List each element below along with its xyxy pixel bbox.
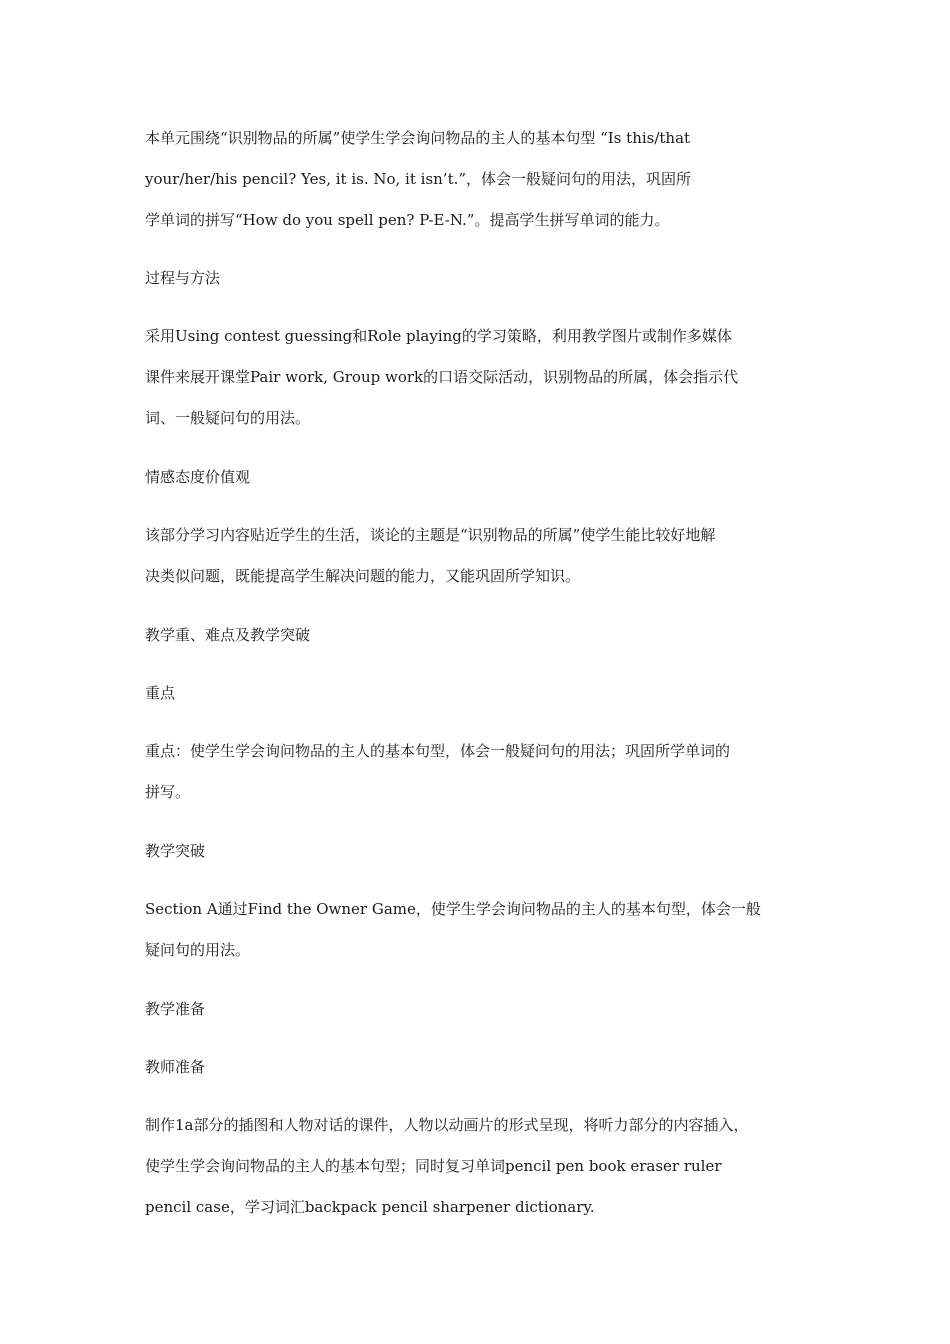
- heading-teacher-preparation: 教师准备: [145, 1058, 206, 1076]
- paragraph-4-line-1: 重点：使学生学会询问物品的主人的基本句型，体会一般疑问句的用法；巩固所学单词的: [145, 742, 731, 760]
- heading-key-points: 教学重、难点及教学突破: [145, 626, 311, 644]
- paragraph-6-line-3: pencil case，学习词汇backpack pencil sharpener dictionary.: [145, 1198, 595, 1216]
- paragraph-3-line-2: 决类似问题，既能提高学生解决问题的能力，又能巩固所学知识。: [145, 567, 581, 585]
- heading-attitude-values: 情感态度价值观: [145, 468, 251, 486]
- heading-process-and-method: 过程与方法: [145, 269, 221, 287]
- paragraph-4-line-2: 拼写。: [145, 783, 191, 801]
- paragraph-2-line-2: 课件来展开课堂Pair work, Group work的口语交际活动，识别物品的所属，体会指示代: [145, 368, 739, 386]
- paragraph-2-line-3: 词、一般疑问句的用法。: [145, 409, 311, 427]
- heading-focus: 重点: [145, 684, 176, 702]
- heading-teaching-preparation: 教学准备: [145, 1000, 206, 1018]
- paragraph-1-line-1: 本单元围绕“识别物品的所属”使学生学会询问物品的主人的基本句型 “Is this/that: [145, 129, 691, 147]
- paragraph-2-line-1: 采用Using contest guessing和Role playing的学习策略，利用教学图片或制作多媒体: [145, 327, 732, 345]
- paragraph-1-line-2: your/her/his pencil? Yes, it is. No, it isn’t.”，体会一般疑问句的用法，巩固所: [145, 170, 692, 188]
- paragraph-5-line-2: 疑问句的用法。: [145, 941, 251, 959]
- paragraph-6-line-1: 制作1a部分的插图和人物对话的课件，人物以动画片的形式呈现，将听力部分的内容插入，: [145, 1116, 749, 1134]
- paragraph-3-line-1: 该部分学习内容贴近学生的生活，谈论的主题是“识别物品的所属”使学生能比较好地解: [145, 526, 716, 544]
- paragraph-5-line-1: Section A通过Find the Owner Game，使学生学会询问物品的主人的基本句型，体会一般: [145, 900, 761, 918]
- paragraph-1-line-3: 学单词的拼写“How do you spell pen? P-E-N.”。提高学生拼写单词的能力。: [145, 211, 670, 229]
- heading-breakthrough: 教学突破: [145, 842, 206, 860]
- paragraph-6-line-2: 使学生学会询问物品的主人的基本句型；同时复习单词pencil pen book eraser ruler: [145, 1157, 722, 1175]
